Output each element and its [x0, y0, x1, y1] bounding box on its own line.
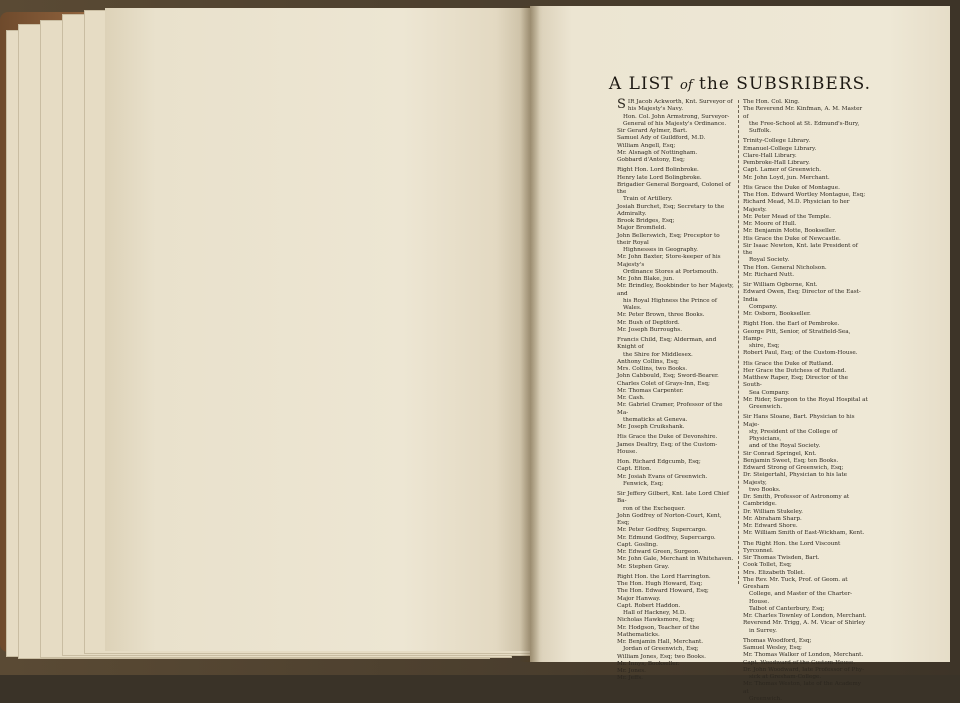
subscriber-line: Samuel Ady of Guildford, M.D.: [617, 135, 706, 142]
subscriber-line: Right Hon. the Earl of Pembroke.: [743, 321, 840, 328]
subscriber-line: Benjamin Sweet, Esq; ten Books.: [743, 457, 839, 464]
subscriber-line: His Grace the Duke of Montague.: [743, 184, 840, 191]
subscriber-line: Mr. Charles Townley of London, Merchant.: [743, 613, 867, 619]
subscriber-line: Richard Mead, M.D. Physician to her Majesty.: [743, 199, 850, 213]
subscriber-line: Capt. Woodward of the Custom-House.: [743, 659, 856, 666]
subscriber-line: Emanuel-College Library.: [743, 145, 817, 152]
subscriber-line: Hon. Richard Edgcumb, Esq;: [617, 459, 701, 465]
subscriber-line: His Grace the Duke of Newcastle.: [743, 235, 841, 242]
subscriber-line: Mr. Thomas Weston, late of the Academy at: [743, 681, 862, 695]
subscriber-line: Mr. Jeffs.: [617, 675, 643, 682]
subscriber-line: in Surrey.: [749, 627, 777, 634]
subscriber-line: Capt. Elton.: [617, 466, 652, 473]
subscriber-line: Mr. Hodgson, Teacher of the Mathematicks.: [617, 624, 700, 638]
subscriber-line: Dr. Smith, Professor of Astronomy at Cambridge.: [743, 494, 850, 508]
subscriber-line: Robert Paul, Esq; of the Custom-House.: [743, 350, 858, 357]
subscriber-line: Right Hon. Lord Bolinbroke.: [617, 167, 699, 174]
subscriber-line: John Godfrey of Norton-Court, Kent, Esq;: [617, 512, 722, 526]
subscriber-line: Jordan of Greenwich, Esq;: [623, 646, 699, 653]
subscriber-line: Trinity-College Library.: [743, 138, 811, 145]
subscriber-line: Fenwick, Esq;: [623, 480, 664, 487]
subscriber-line: Sea Company.: [749, 389, 790, 396]
subscriber-line: Royal Society.: [749, 257, 790, 264]
subscriber-line: and of the Royal Society.: [749, 443, 821, 450]
subscriber-line: Mr. Osborn, Bookseller.: [743, 311, 811, 317]
subscriber-line: Henry late Lord Bolingbroke.: [617, 174, 702, 181]
subscriber-line: Matthew Raper, Esq; Director of the South-: [743, 375, 848, 389]
subscriber-line: sty, President of the College of Physicians,: [749, 428, 838, 442]
title-part-2: the SUBSRIBERS.: [699, 74, 872, 94]
subscriber-line: Nicholas Hawksmore, Esq;: [617, 617, 695, 624]
subscriber-line: Mr. Gabriel Cramer, Professor of the Ma-: [617, 402, 723, 416]
subscriber-line: Gobbard d'Antony, Esq;: [617, 157, 685, 163]
subscriber-line: Pembroke-Hall Library.: [743, 160, 810, 166]
subscriber-line: Talbot of Canterbury, Esq;: [749, 605, 825, 612]
right-page: [530, 6, 950, 702]
subscriber-line: Her Grace the Dutchess of Rutland.: [743, 367, 847, 374]
subscriber-line: Mr. Innys, Bookseller.: [617, 660, 680, 667]
subscriber-line: Edward Owen, Esq; Director of the East-India: [743, 289, 861, 303]
subscriber-line: ron of the Exchequer.: [623, 505, 686, 512]
subscriber-line: Francis Child, Esq; Alderman, and Knight of: [617, 337, 717, 351]
subscriber-line: The Hon. Col. King.: [743, 99, 800, 105]
book-gutter: [520, 6, 540, 662]
subscriber-line: Greenwich.: [749, 695, 783, 702]
subscriber-column-left: [617, 99, 735, 683]
subscriber-line: William Angell, Esq;: [617, 142, 676, 149]
subscriber-column-right: [743, 99, 868, 703]
title-of: of: [680, 78, 693, 93]
subscriber-line: Thomas Woodford, Esq;: [743, 637, 812, 644]
subscriber-line: Clare-Hall Library.: [743, 152, 797, 159]
subscriber-line: Samuel Wesley, Esq;: [743, 645, 802, 651]
subscriber-line: Company.: [749, 303, 778, 310]
subscriber-line: Sir William Ogborne, Knt.: [743, 282, 818, 288]
subscriber-line: Mr. Benjamin Motte, Bookseller.: [743, 228, 837, 235]
subscriber-line: Mr. Peter Brown, three Books.: [617, 312, 705, 319]
page-title: [530, 74, 950, 94]
subscriber-line: General of his Majesty's Ordinance.: [623, 120, 727, 127]
subscriber-line: Major Bromfield.: [617, 225, 667, 232]
subscriber-line: Dr. John Woodward, late Professor of Phy-: [743, 666, 865, 673]
subscriber-line: Mr. Moore of Hull.: [743, 221, 797, 227]
subscriber-line: Reverend Mr. Trigg, A. M. Vicar of Shirley: [743, 620, 866, 627]
subscriber-line: Mrs. Collins, two Books.: [617, 366, 688, 372]
subscriber-line: Mr. John Loyd, jun. Merchant.: [743, 174, 830, 181]
subscriber-line: His Grace the Duke of Rutland.: [743, 360, 834, 367]
subscriber-line: Dr. William Stukeley.: [743, 508, 803, 515]
subscriber-line: the Free-School at St. Edmund's-Bury, Suffolk.: [749, 120, 860, 134]
subscriber-line: Mr. Joseph Burroughs.: [617, 326, 683, 333]
subscriber-line: The Reverend Mr. Kinfman, A. M. Master of: [743, 106, 863, 120]
subscriber-line: Mr. Edward Green, Surgeon.: [617, 549, 701, 555]
subscriber-line: sick at Gresham-College.: [749, 674, 822, 680]
subscriber-line: Dr. Steigertahl, Physician to his late Majesty,: [743, 472, 848, 486]
subscriber-line: The Hon. Edward Howard, Esq;: [617, 588, 709, 595]
subscriber-line: his Royal Highness the Prince of Wales.: [623, 297, 717, 311]
subscriber-line: Sir Conrad Springel, Knt.: [743, 450, 817, 457]
subscriber-line: Mr. John Baxter, Store-keeper of his Majesty's: [617, 254, 721, 268]
subscriber-line: thematicks at Geneva.: [623, 416, 688, 423]
subscriber-line: Mr. Stephen Gray.: [617, 563, 670, 570]
subscriber-line: Capt. Gosling.: [617, 541, 658, 548]
subscriber-line: shire, Esq;: [749, 343, 780, 349]
subscriber-line: Ordinance Stores at Portsmouth.: [623, 268, 718, 275]
subscriber-line: Mr. Josiah Evans of Greenwich.: [617, 473, 708, 480]
title-part-1: A LIST: [608, 74, 674, 94]
subscriber-line: Mr. Brindley, Bookbinder to her Majesty, and: [617, 283, 734, 297]
subscriber-line: Mr. William Smith of East-Wickham, Kent.: [743, 530, 865, 537]
subscriber-line: William Jones, Esq; two Books.: [617, 653, 706, 660]
subscriber-line: The Hon. Edward Wortley Montague, Esq;: [743, 192, 866, 198]
subscriber-line: Train of Artillery.: [623, 196, 673, 203]
subscriber-line: Sir Hans Sloane, Bart. Physician to his Maje-: [743, 414, 855, 428]
subscriber-line: James Dealtry, Esq; of the Custom-House.: [617, 441, 718, 455]
subscriber-line: The Hon. Hugh Howard, Esq;: [617, 581, 703, 587]
subscriber-line: The Hon. General Nicholson.: [743, 264, 827, 271]
subscriber-line: Capt. Robert Haddon.: [617, 602, 681, 609]
subscriber-line: Sir Isaac Newton, Knt. late President of the: [743, 242, 858, 256]
subscriber-line: Mr. Cash.: [617, 395, 645, 401]
subscriber-line: Anthony Collins, Esq;: [617, 358, 679, 365]
subscriber-line: George Pitt, Senior, of Stratfield-Sea, Hamp-: [743, 328, 851, 342]
subscriber-line: Mr. Richard Nutt.: [743, 271, 795, 278]
subscriber-line: Greenwich.: [749, 404, 783, 410]
subscriber-line: his Majesty's Navy.: [627, 106, 684, 113]
subscriber-line: Mrs. Elizabeth Tollet.: [743, 569, 805, 576]
subscriber-line: Highnesses in Geography.: [623, 247, 698, 253]
subscriber-line: Hon. Col. John Armstrong, Surveyor-: [623, 113, 730, 120]
subscriber-line: Major Hanway.: [617, 595, 661, 602]
subscriber-line: The Right Hon. the Lord Viscount Tyrconnel.: [743, 540, 841, 554]
subscriber-line: Mr. Thomas Carpenter.: [617, 387, 684, 394]
subscriber-line: Mr. Joseph Cruikshank.: [617, 424, 685, 430]
subscriber-line: two Books.: [749, 486, 781, 493]
subscriber-line: Sir Jeffery Gilbert, Knt. late Lord Chief Ba-: [617, 491, 729, 505]
subscriber-line: Mr. Benjamin Hall, Merchant.: [617, 639, 704, 645]
column-divider: [738, 100, 739, 584]
subscriber-line: the Shire for Middlesex.: [623, 351, 693, 358]
subscriber-line: The Rev. Mr. Tuck, Prof. of Geom. at Gresham: [743, 576, 848, 590]
subscriber-line: Brook Bridges, Esq;: [617, 218, 675, 224]
subscriber-line: SIR Jacob Ackworth, Knt. Surveyor of: [617, 97, 733, 112]
subscriber-line: Mr. Thomas Walker of London, Merchant.: [743, 652, 864, 659]
subscriber-line: Edward Strong of Greenwich, Esq;: [743, 465, 844, 471]
subscriber-line: Josiah Burchet, Esq; Secretary to the Admiralty.: [617, 203, 725, 217]
subscriber-line: Mr. Alsnagh of Nottingham.: [617, 149, 698, 156]
subscriber-line: Mr. Rider, Surgeon to the Royal Hospital at: [743, 396, 868, 403]
subscriber-line: Mr. Jones.: [617, 668, 646, 674]
subscriber-line: Capt. Lamer of Greenwich.: [743, 167, 822, 174]
subscriber-line: Right Hon. the Lord Harrington.: [617, 573, 711, 580]
subscriber-line: Brigadier General Borgoard, Colonel of the: [617, 181, 731, 195]
subscriber-line: John Cabbould, Esq; Sword-Bearer.: [617, 373, 719, 380]
subscriber-line: Mr. Abraham Sharp.: [743, 515, 802, 522]
subscriber-line: Sir Gerard Aylmer, Bart.: [617, 128, 688, 134]
subscriber-line: Mr. John Gale, Merchant in Whitehaven.: [617, 556, 734, 563]
subscriber-line: Charles Colet of Grays-Inn, Esq;: [617, 380, 710, 387]
subscriber-line: Hall of Hackney, M.D.: [623, 610, 687, 616]
subscriber-line: Sir Thomas Twisden, Bart.: [743, 555, 820, 561]
subscriber-line: Cook Tollet, Esq;: [743, 562, 792, 569]
subscriber-line: Mr. Edmund Godfrey, Supercargo.: [617, 534, 716, 541]
subscriber-line: Mr. Peter Mead of the Temple.: [743, 213, 831, 220]
subscriber-line: His Grace the Duke of Devonshire.: [617, 434, 718, 441]
subscriber-line: College, and Master of the Charter-House.: [749, 591, 853, 605]
subscriber-line: Mr. Peter Godfrey, Supercargo.: [617, 527, 707, 534]
subscriber-line: Mr. Edward Shore.: [743, 523, 798, 529]
subscriber-line: Mr. Bush of Deptford.: [617, 319, 680, 326]
subscriber-line: John Bellerswich, Esq; Preceptor to their Royal: [617, 232, 720, 246]
left-page-blank: [105, 8, 530, 651]
subscriber-line: Mr. John Blake, jun.: [617, 276, 675, 282]
